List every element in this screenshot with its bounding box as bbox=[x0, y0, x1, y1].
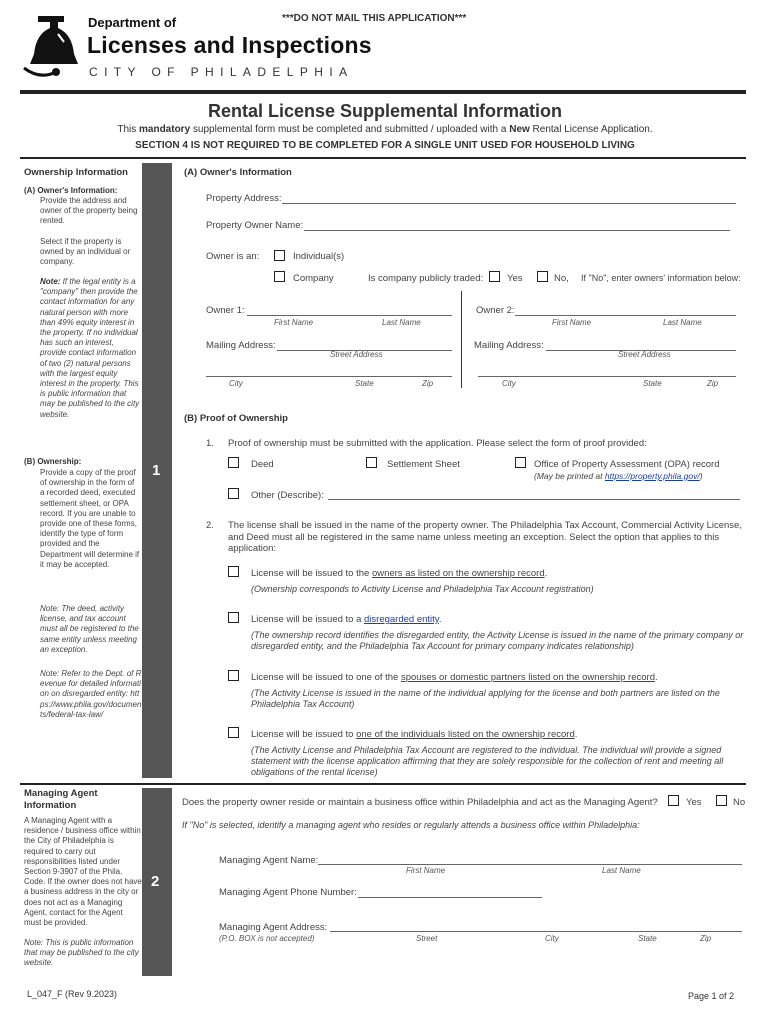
publicly-traded-label: Is company publicly traded: bbox=[368, 273, 484, 284]
sidebar1-a bbox=[24, 186, 140, 196]
opa-note: (May be printed at https://property.phila.gov/) bbox=[534, 471, 703, 481]
section2-top-rule bbox=[20, 783, 746, 785]
managing-agent-no-label: No bbox=[733, 797, 746, 808]
agent-phone-label: Managing Agent Phone Number: bbox=[219, 887, 357, 898]
owner2-zip-caption: Zip bbox=[707, 379, 719, 388]
agent-name-input[interactable] bbox=[318, 864, 742, 865]
managing-agent-question: Does the property owner reside or maintain a business office within Philadelphia and act as the Managing Agent? bbox=[182, 797, 658, 808]
publicly-traded-no-label: No, bbox=[554, 273, 569, 284]
sidebar1-b-text: Provide a copy of the proof of ownership in the form of a recorded deed, executed settlement sheet, or OPA record. If you are unable to provide one of these forms, identify the type of form provided and the Department will determine if it may be accepted. bbox=[40, 468, 140, 569]
q1-number: 1. bbox=[206, 438, 214, 449]
owner1-city-caption: City bbox=[229, 379, 243, 388]
option-individual-label: License will be issued to one of the individuals listed on the ownership record. bbox=[251, 729, 578, 740]
dept-city: CITY OF PHILADELPHIA bbox=[89, 65, 354, 79]
section-b-heading: (B) Proof of Ownership bbox=[184, 413, 288, 424]
section1-number: 1 bbox=[152, 462, 161, 479]
property-owner-label: Property Owner Name: bbox=[206, 220, 304, 231]
owner2-mailing-label: Mailing Address: bbox=[474, 340, 544, 351]
sidebar2-note: Note: This is public information that may be published to the city website. bbox=[24, 938, 139, 968]
sidebar2-text: A Managing Agent with a residence / business office within the City of Philadelphia is required to carry out responsibilities listed under Section 9-3907 of the Phila. Code. If the owner does not have a business address in the city or does not act as a Managing Agent, contact for the Agent must be provided. bbox=[24, 816, 142, 928]
settlement-sheet-label: Settlement Sheet bbox=[387, 459, 460, 470]
publicly-traded-yes-checkbox[interactable] bbox=[489, 271, 500, 282]
dept-name: Licenses and Inspections bbox=[87, 32, 372, 58]
opa-link[interactable]: https://property.phila.gov/ bbox=[604, 471, 700, 481]
agent-last-name-caption: Last Name bbox=[602, 866, 641, 875]
option-spouses-note: (The Activity License is issued in the name of the individual applying for the license and both partners are listed on the Philadelphia Tax Account) bbox=[251, 688, 720, 709]
owner1-last-name-caption: Last Name bbox=[382, 318, 421, 327]
subtitle: This mandatory supplemental form must be completed and submitted / uploaded with a New Rental License Application. bbox=[117, 124, 653, 135]
agent-address-label: Managing Agent Address: bbox=[219, 922, 328, 933]
q2-number: 2. bbox=[206, 520, 214, 531]
sidebar1-b-note2: Note: Refer to the Dept. of Revenue for detailed information on disregarded entity: https://www.phila.gov/documents/federal-tax-law/ bbox=[40, 669, 142, 719]
owner1-state-caption: State bbox=[355, 379, 374, 388]
agent-state-caption: State bbox=[638, 934, 657, 943]
opa-record-label: Office of Property Assessment (OPA) record bbox=[534, 459, 720, 470]
form-id: L_047_F (Rev 9.2023) bbox=[27, 989, 118, 999]
settlement-sheet-checkbox[interactable] bbox=[366, 457, 377, 468]
sidebar1-a-select: Select if the property is owned by an individual or company. bbox=[40, 237, 131, 267]
option-spouses-label: License will be issued to one of the spouses or domestic partners listed on the ownership record. bbox=[251, 672, 658, 683]
owner2-city-caption: City bbox=[502, 379, 516, 388]
owner2-label: Owner 2: bbox=[476, 305, 515, 316]
owner2-street-caption: Street Address bbox=[618, 350, 671, 359]
section-note: SECTION 4 IS NOT REQUIRED TO BE COMPLETED FOR A SINGLE UNIT USED FOR HOUSEHOLD LIVING bbox=[135, 140, 635, 151]
owner2-first-name-caption: First Name bbox=[552, 318, 592, 327]
section-a-heading: (A) Owner's Information bbox=[184, 167, 292, 178]
option-owners-record-note: (Ownership corresponds to Activity License and Philadelphia Tax Account registration) bbox=[251, 584, 594, 594]
individual-checkbox[interactable] bbox=[274, 250, 285, 261]
agent-first-name-caption: First Name bbox=[406, 866, 446, 875]
agent-city-caption: City bbox=[545, 934, 559, 943]
page-title: Rental License Supplemental Information bbox=[207, 101, 563, 121]
company-label: Company bbox=[293, 273, 334, 284]
option-owners-record-checkbox[interactable] bbox=[228, 566, 239, 577]
managing-agent-no-checkbox[interactable] bbox=[716, 795, 727, 806]
owner1-street-caption: Street Address bbox=[330, 350, 383, 359]
q1-text: Proof of ownership must be submitted with the application. Please select the form of proof provided: bbox=[228, 438, 647, 449]
managing-agent-yes-label: Yes bbox=[686, 797, 702, 808]
owner1-name-input[interactable] bbox=[247, 315, 452, 316]
owner2-state-caption: State bbox=[643, 379, 662, 388]
do-not-mail-notice: ***DO NOT MAIL THIS APPLICATION*** bbox=[282, 13, 467, 24]
opa-record-checkbox[interactable] bbox=[515, 457, 526, 468]
agent-address-input[interactable] bbox=[330, 931, 742, 932]
section1-top-rule bbox=[20, 157, 746, 159]
sidebar1-b-head: (B) Ownership: bbox=[24, 457, 82, 466]
agent-zip-caption: Zip bbox=[700, 934, 712, 943]
option-disregarded-entity-checkbox[interactable] bbox=[228, 612, 239, 623]
owner2-name-input[interactable] bbox=[515, 315, 736, 316]
option-individual-note: (The Activity License and Philadelphia Tax Account are registered to the individual. The individual will provide a signed statement with the license application affirming that they are solely responsible for the collection of rent and meeting all obligations of the rental license) bbox=[251, 745, 724, 777]
owner2-last-name-caption: Last Name bbox=[663, 318, 702, 327]
sidebar1-b-note1: Note: The deed, activity license, and tax account must all be registered to the same entity unless meeting an exception. bbox=[40, 604, 139, 654]
liberty-bell-logo-icon bbox=[20, 8, 86, 82]
agent-street-caption: Street bbox=[416, 934, 438, 943]
property-owner-input[interactable] bbox=[304, 230, 730, 231]
other-label: Other (Describe): bbox=[251, 490, 324, 501]
sidebar1-a-note: Note: If the legal entity is a "company" then provide the contact information for any natural person with more than 49% equity interest in the property. If no individual has such an interest, provide contact information of two (2) natural persons with the largest equity interest in the property. This is public information that may be published to the city website. bbox=[40, 277, 140, 419]
owner1-zip-caption: Zip bbox=[422, 379, 434, 388]
section2-number: 2 bbox=[151, 873, 160, 890]
sidebar1-title: Ownership Information bbox=[24, 167, 128, 178]
owner1-first-name-caption: First Name bbox=[274, 318, 314, 327]
owner1-mailing-label: Mailing Address: bbox=[206, 340, 276, 351]
owner1-label: Owner 1: bbox=[206, 305, 245, 316]
owners-divider bbox=[461, 291, 462, 388]
managing-agent-yes-checkbox[interactable] bbox=[668, 795, 679, 806]
owner-is-label: Owner is an: bbox=[206, 251, 260, 262]
agent-phone-input[interactable] bbox=[358, 897, 542, 898]
publicly-traded-no-checkbox[interactable] bbox=[537, 271, 548, 282]
header-rule bbox=[20, 90, 746, 94]
property-address-label: Property Address: bbox=[206, 193, 282, 204]
publicly-traded-yes-label: Yes bbox=[507, 273, 523, 284]
deed-checkbox[interactable] bbox=[228, 457, 239, 468]
sidebar2-title: Managing Agent Information bbox=[24, 788, 98, 811]
other-describe-input[interactable] bbox=[328, 499, 740, 500]
other-checkbox[interactable] bbox=[228, 488, 239, 499]
option-owners-record-label: License will be issued to the owners as listed on the ownership record. bbox=[251, 568, 548, 579]
agent-po-box-note: (P.O. BOX is not accepted) bbox=[219, 934, 315, 943]
company-checkbox[interactable] bbox=[274, 271, 285, 282]
managing-agent-if-no: If "No" is selected, identify a managing agent who resides or regularly attends a business office within Philadelphia: bbox=[182, 820, 640, 830]
q2-text: The license shall be issued in the name of the property owner. The Philadelphia Tax Account, Commercial Activity License, and Deed must all be registered in the same name unless meeting an exception. Select the option that applies to this application: bbox=[228, 520, 742, 554]
owner2-city-input[interactable] bbox=[478, 376, 736, 377]
deed-label: Deed bbox=[251, 459, 274, 470]
sidebar1-a-head: (A) Owner's Information: bbox=[24, 186, 118, 195]
property-address-input[interactable] bbox=[282, 203, 736, 204]
option-disregarded-entity-note: (The ownership record identifies the disregarded entity, the Activity License is issued in the name of the primary company or disregarded entity, and the Philadelphia Tax Account for primary company indicates relationship) bbox=[251, 630, 744, 651]
agent-name-label: Managing Agent Name: bbox=[219, 855, 319, 866]
sidebar1-a-text: Provide the address and owner of the property being rented. bbox=[40, 196, 138, 226]
individual-label: Individual(s) bbox=[293, 251, 345, 262]
page-number: Page 1 of 2 bbox=[688, 991, 735, 1001]
dept-name-small: Department of bbox=[88, 15, 177, 30]
option-spouses-checkbox[interactable] bbox=[228, 670, 239, 681]
option-disregarded-entity-label: License will be issued to a disregarded entity. bbox=[251, 614, 442, 625]
owner1-city-input[interactable] bbox=[206, 376, 452, 377]
option-individual-checkbox[interactable] bbox=[228, 727, 239, 738]
if-no-instruction: If "No", enter owners' information below: bbox=[581, 273, 741, 283]
disregarded-entity-link[interactable]: disregarded entity bbox=[364, 614, 439, 625]
